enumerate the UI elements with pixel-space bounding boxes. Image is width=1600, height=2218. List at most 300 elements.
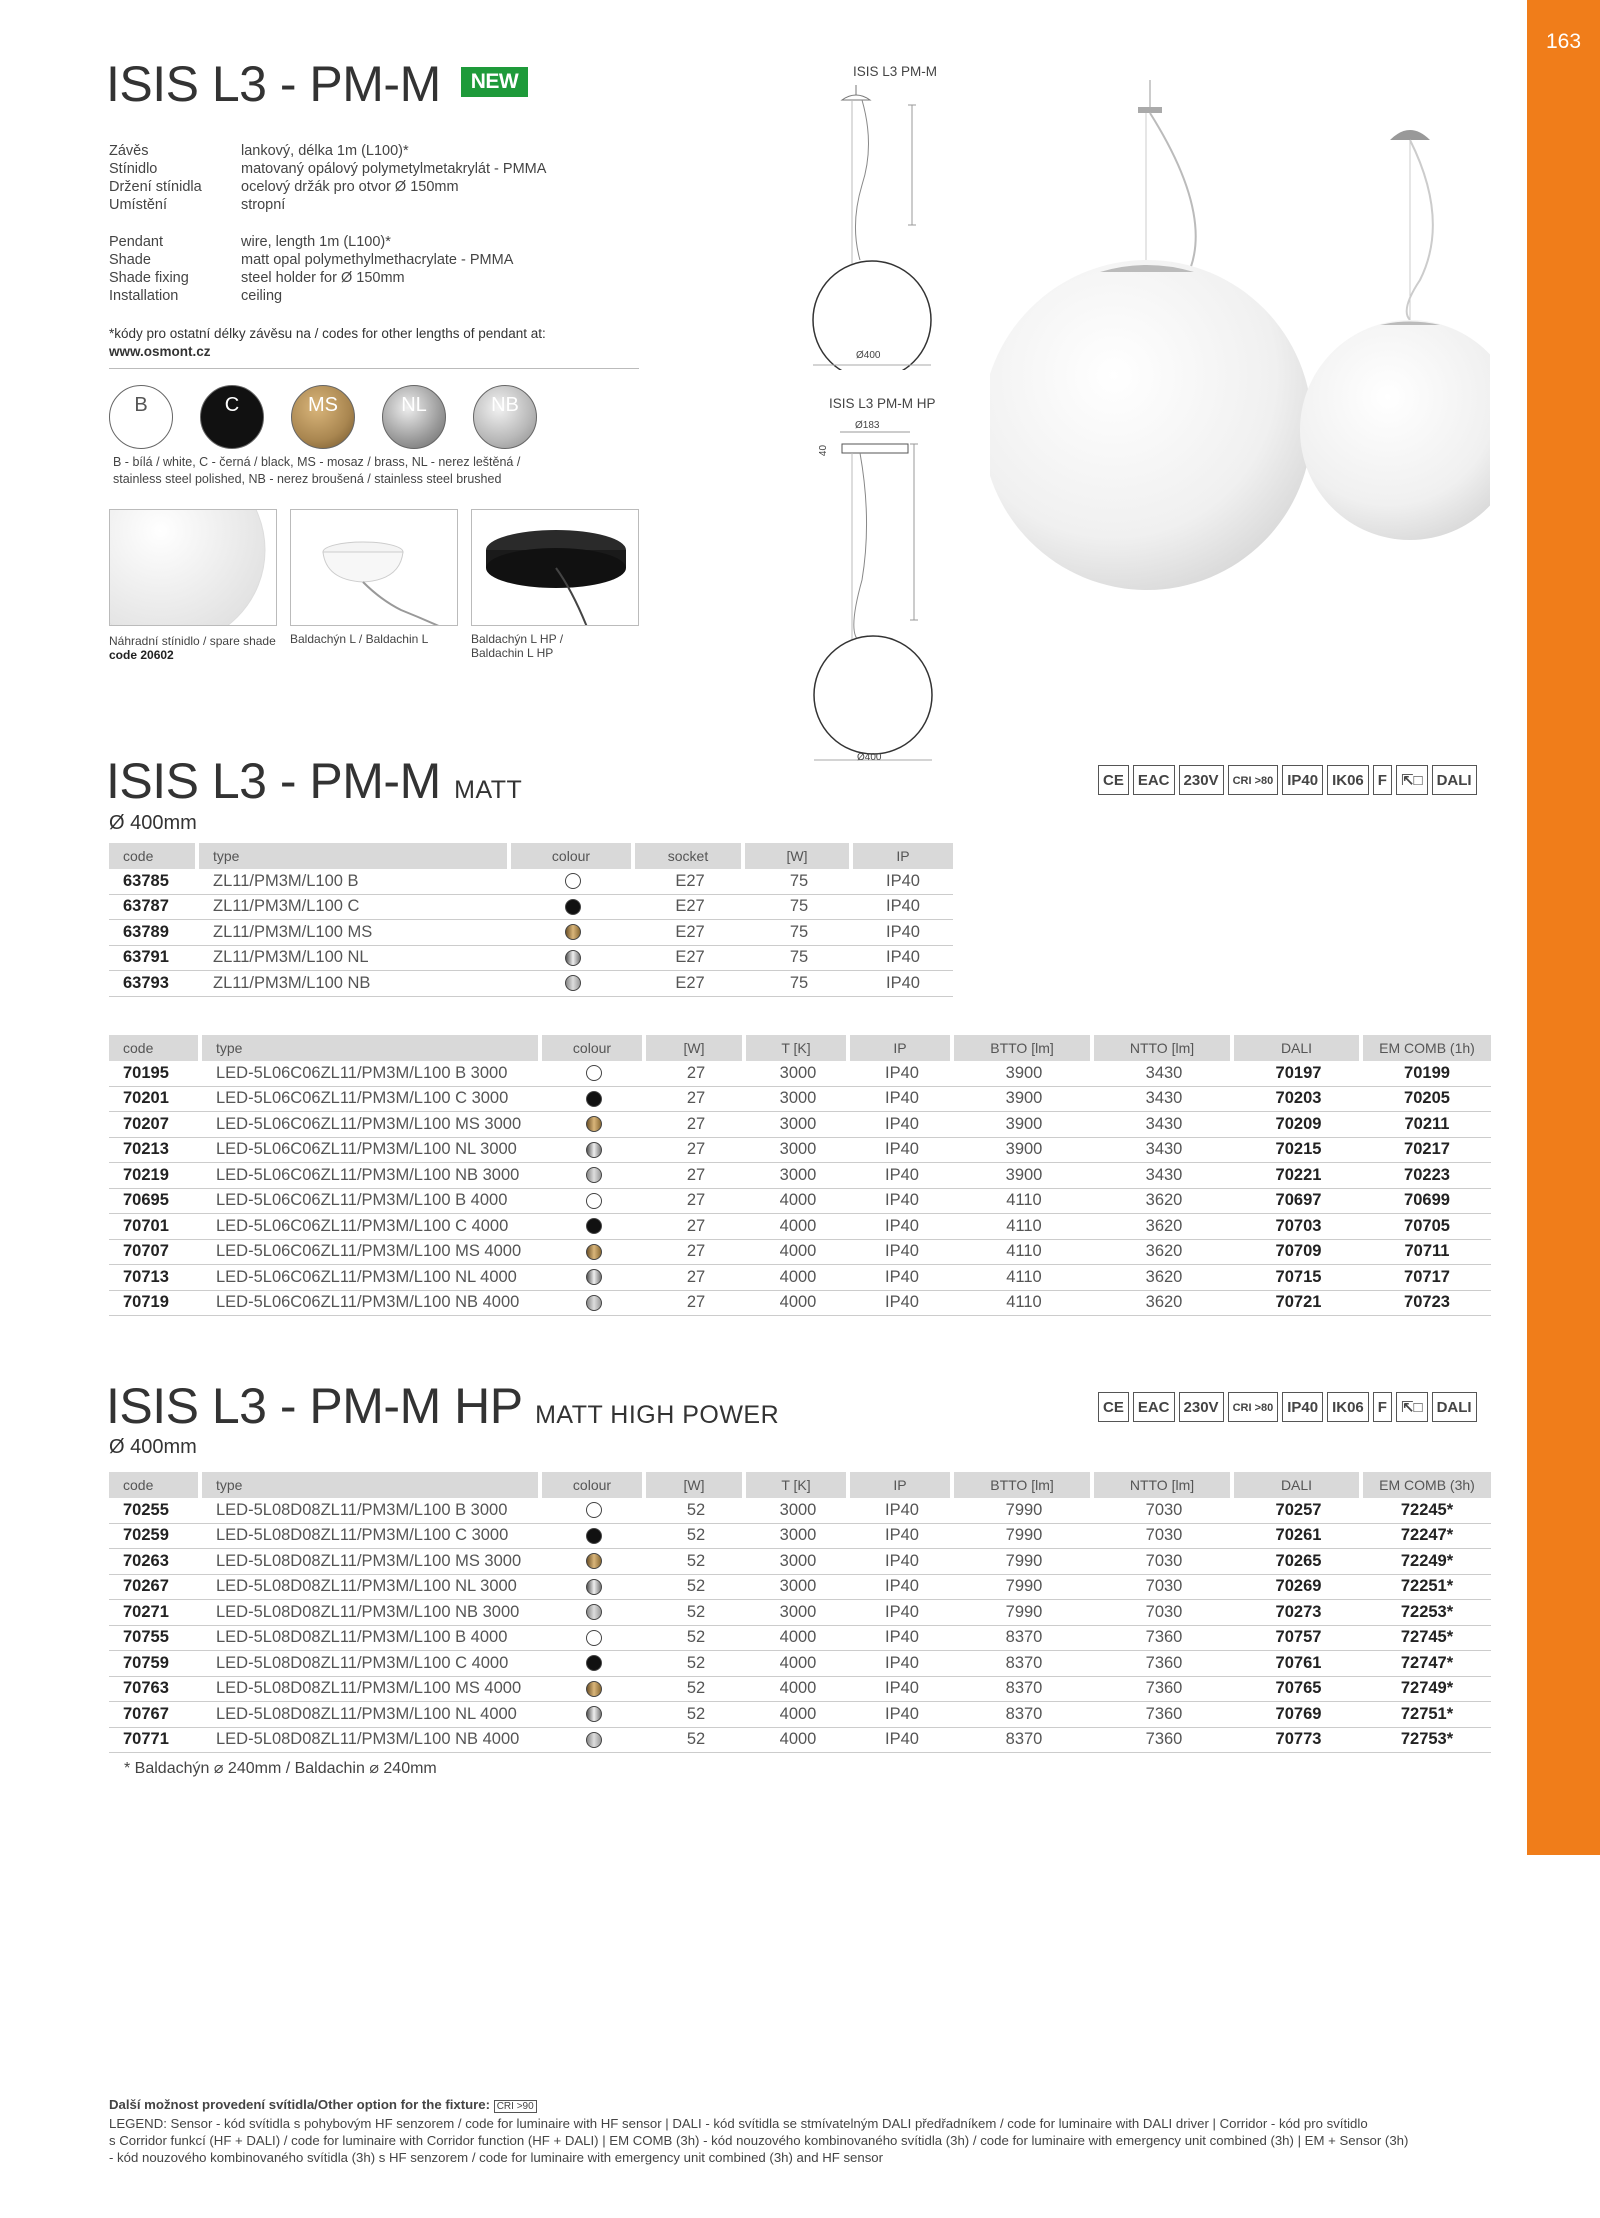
table-cell [542, 1498, 646, 1524]
table-row [109, 946, 953, 972]
colour-dot-icon [565, 873, 581, 889]
cert-icon: 230V [1179, 765, 1224, 795]
column-header: IP [850, 1035, 954, 1061]
colour-dot-icon [565, 975, 581, 991]
swatch-legend-line1: B - bílá / white, C - černá / black, MS - mosaz / brass, NL - nerez leštěná / [113, 455, 521, 469]
table-cell: 70215 [1234, 1138, 1363, 1164]
cert-icons-2 [1098, 1392, 1477, 1422]
column-header: code [109, 1035, 202, 1061]
table-cell: 7990 [954, 1524, 1094, 1550]
table-cell: 7360 [1094, 1651, 1234, 1677]
table-cell: 70719 [109, 1291, 202, 1317]
swatch-legend [113, 454, 520, 488]
table-cell [542, 1549, 646, 1575]
table-row [109, 920, 953, 946]
table-cell: 7360 [1094, 1626, 1234, 1652]
table-row [109, 1214, 1491, 1240]
table-cell: 63789 [109, 920, 199, 946]
table-cell: 7360 [1094, 1728, 1234, 1754]
table-cell: IP40 [850, 1112, 954, 1138]
swatch-code: MS [308, 394, 338, 416]
table-cell: LED-5L08D08ZL11/PM3M/L100 MS 3000 [202, 1549, 542, 1575]
table-cell: IP40 [853, 946, 953, 972]
table-cell: 52 [646, 1600, 746, 1626]
cert-icon: IK06 [1327, 1392, 1369, 1422]
table-cell: 70709 [1234, 1240, 1363, 1266]
table-cell: 70217 [1363, 1138, 1491, 1164]
table-cell: 27 [646, 1214, 746, 1240]
spec-row [109, 233, 629, 251]
table-cell: 70255 [109, 1498, 202, 1524]
drawing2-pendant [800, 430, 940, 770]
table-cell: 70701 [109, 1214, 202, 1240]
table-cell: 3000 [746, 1061, 850, 1087]
section2-title [106, 1377, 779, 1435]
column-header: type [202, 1035, 542, 1061]
table-cell: 72749* [1363, 1677, 1491, 1703]
table-cell: 70713 [109, 1265, 202, 1291]
table-row [109, 971, 953, 997]
table-cell: 3620 [1094, 1291, 1234, 1317]
colour-dot-icon [586, 1244, 602, 1260]
table-cell: 70721 [1234, 1291, 1363, 1317]
table-cell: 70259 [109, 1524, 202, 1550]
table-cell: E27 [635, 920, 745, 946]
table-cell [511, 895, 635, 921]
table-cell [542, 1087, 646, 1113]
table-cell: 3620 [1094, 1240, 1234, 1266]
colour-dot-icon [586, 1142, 602, 1158]
colour-dot-icon [586, 1681, 602, 1697]
colour-dot-icon [586, 1091, 602, 1107]
table-cell: 4000 [746, 1651, 850, 1677]
table-cell: 70197 [1234, 1061, 1363, 1087]
baldachin-l-caption: Baldachýn L / Baldachin L [290, 632, 429, 646]
table-cell: IP40 [850, 1214, 954, 1240]
table-body [109, 1061, 1491, 1316]
table-cell: 70205 [1363, 1087, 1491, 1113]
cert-icon: EAC [1133, 1392, 1175, 1422]
drawing1-label: ISIS L3 PM-M [853, 64, 938, 79]
baldachin-l-hp-caption: Baldachýn L HP / Baldachin L HP [471, 632, 564, 660]
table-cell [542, 1265, 646, 1291]
colour-dot-icon [586, 1269, 602, 1285]
table-cell: IP40 [853, 895, 953, 921]
table-cell: LED-5L08D08ZL11/PM3M/L100 NB 4000 [202, 1728, 542, 1754]
drawing2-dim-height: 40 [818, 444, 830, 457]
table-cell: 3430 [1094, 1163, 1234, 1189]
table-cell [542, 1677, 646, 1703]
section1-title-text: ISIS L3 - PM-M [106, 753, 441, 809]
column-header: type [202, 1472, 542, 1498]
table-cell: 3000 [746, 1163, 850, 1189]
table-cell: 7030 [1094, 1600, 1234, 1626]
table-cell: 70761 [1234, 1651, 1363, 1677]
table-cell [511, 946, 635, 972]
cri90-badge: CRI >90 [494, 2100, 537, 2113]
swatch-nl [382, 385, 446, 449]
table-cell: IP40 [850, 1265, 954, 1291]
table-body [109, 869, 953, 997]
table-cell [542, 1575, 646, 1601]
table-cell: 4110 [954, 1189, 1094, 1215]
table-cell: 7990 [954, 1549, 1094, 1575]
cert-icon: EAC [1133, 765, 1175, 795]
table-row [109, 1112, 1491, 1138]
table-cell: LED-5L08D08ZL11/PM3M/L100 C 3000 [202, 1524, 542, 1550]
swatch-code: B [134, 394, 148, 416]
column-header: T [K] [746, 1035, 850, 1061]
table-body [109, 1498, 1491, 1753]
table-cell: IP40 [853, 869, 953, 895]
colour-dot-icon [586, 1116, 602, 1132]
table-cell: 27 [646, 1189, 746, 1215]
column-header: T [K] [746, 1472, 850, 1498]
product-title-text: ISIS L3 - PM-M [106, 56, 441, 112]
column-header: IP [853, 843, 953, 869]
table-cell: 70705 [1363, 1214, 1491, 1240]
table-cell: 70221 [1234, 1163, 1363, 1189]
table-cell: 63791 [109, 946, 199, 972]
spec-key: Shade [109, 252, 151, 268]
drawing1-dim: Ø400 [856, 350, 881, 361]
table-cell: 7030 [1094, 1498, 1234, 1524]
table-cell: IP40 [850, 1600, 954, 1626]
new-badge: NEW [461, 67, 529, 97]
table-cell: 3430 [1094, 1112, 1234, 1138]
side-tab-label [1541, 1780, 1600, 2040]
table-row [109, 869, 953, 895]
cert-icon: DALI [1432, 765, 1477, 795]
table-row [109, 1265, 1491, 1291]
table-cell: IP40 [850, 1651, 954, 1677]
table-cell: IP40 [850, 1061, 954, 1087]
legend-line2: LEGEND: Sensor - kód svítidla s pohybovým HF senzorem / code for luminaire with HF sensor | DALI - kód svítidla se stmívatelným DALI předřadníkem / code for luminaire with DALI driver | Corridor - kód pro svítidlo [109, 2116, 1368, 2131]
table-cell: 75 [745, 920, 853, 946]
header-row [109, 843, 953, 869]
table-cell: 75 [745, 946, 853, 972]
table-cell: 52 [646, 1549, 746, 1575]
table-cell: E27 [635, 946, 745, 972]
spec-row [109, 196, 629, 214]
colour-dot-icon [586, 1218, 602, 1234]
table-cell: 27 [646, 1061, 746, 1087]
table-cell [542, 1728, 646, 1754]
table-cell: 72745* [1363, 1626, 1491, 1652]
table-cell: 75 [745, 895, 853, 921]
colour-dot-icon [586, 1167, 602, 1183]
table-row [109, 1087, 1491, 1113]
table-cell: 27 [646, 1291, 746, 1317]
table-cell: LED-5L08D08ZL11/PM3M/L100 NB 3000 [202, 1600, 542, 1626]
column-header: [W] [646, 1472, 746, 1498]
table-cell: 3000 [746, 1524, 850, 1550]
table-cell: 70257 [1234, 1498, 1363, 1524]
table-cell: 70759 [109, 1651, 202, 1677]
spare-shade-image [109, 509, 277, 626]
table-cell: LED-5L08D08ZL11/PM3M/L100 B 3000 [202, 1498, 542, 1524]
spec-value: stropní [241, 197, 286, 213]
column-header: code [109, 1472, 202, 1498]
table-cell: 63785 [109, 869, 199, 895]
table-cell: 3000 [746, 1138, 850, 1164]
specs-cz [109, 142, 629, 214]
cert-icons-1 [1098, 765, 1477, 795]
cert-icon: IP40 [1282, 1392, 1323, 1422]
column-header: EM COMB (1h) [1363, 1035, 1491, 1061]
table-cell: 70273 [1234, 1600, 1363, 1626]
swatch-b [109, 385, 173, 449]
colour-dot-icon [586, 1553, 602, 1569]
swatch-code: NB [491, 394, 519, 416]
table-cell: 70269 [1234, 1575, 1363, 1601]
baldachin-footnote: * Baldachýn ⌀ 240mm / Baldachin ⌀ 240mm [124, 1760, 437, 1777]
table-cell [511, 920, 635, 946]
column-header: DALI [1234, 1472, 1363, 1498]
table-cell: LED-5L06C06ZL11/PM3M/L100 C 4000 [202, 1214, 542, 1240]
table-cell [542, 1189, 646, 1215]
table-row [109, 1651, 1491, 1677]
table-cell: 4000 [746, 1240, 850, 1266]
spec-row [109, 287, 629, 305]
table-cell: 3900 [954, 1061, 1094, 1087]
table-cell: IP40 [850, 1677, 954, 1703]
table-cell: 70717 [1363, 1265, 1491, 1291]
table-cell: IP40 [850, 1138, 954, 1164]
cert-icon: IK06 [1327, 765, 1369, 795]
table-row [109, 1728, 1491, 1754]
table-cell: 70757 [1234, 1626, 1363, 1652]
table-row [109, 1498, 1491, 1524]
column-header: [W] [646, 1035, 746, 1061]
table-cell: 7360 [1094, 1702, 1234, 1728]
swatch-legend-line2: stainless steel polished, NB - nerez broušená / stainless steel brushed [113, 472, 502, 486]
table-cell: 27 [646, 1163, 746, 1189]
table-row [109, 1189, 1491, 1215]
table-cell: 3900 [954, 1163, 1094, 1189]
table-cell: 3000 [746, 1549, 850, 1575]
column-header: EM COMB (3h) [1363, 1472, 1491, 1498]
table-cell: 3000 [746, 1600, 850, 1626]
table-cell: 70771 [109, 1728, 202, 1754]
divider [109, 368, 639, 369]
table-cell: 8370 [954, 1626, 1094, 1652]
spare-shade-caption [109, 634, 276, 662]
section1-subtitle: MATT [454, 776, 523, 804]
section2-title-text: ISIS L3 - PM-M HP [106, 1378, 522, 1434]
table-cell [511, 971, 635, 997]
table-cell: 7030 [1094, 1549, 1234, 1575]
table-cell: IP40 [850, 1524, 954, 1550]
table-cell: 70199 [1363, 1061, 1491, 1087]
table-cell: LED-5L06C06ZL11/PM3M/L100 B 4000 [202, 1189, 542, 1215]
table-cell: 4110 [954, 1291, 1094, 1317]
table-cell: 70711 [1363, 1240, 1491, 1266]
table-cell [542, 1600, 646, 1626]
table-cell: 7990 [954, 1600, 1094, 1626]
table-cell [542, 1240, 646, 1266]
table-cell: LED-5L06C06ZL11/PM3M/L100 NL 3000 [202, 1138, 542, 1164]
table-cell: 75 [745, 869, 853, 895]
table-cell: 52 [646, 1677, 746, 1703]
table-cell: 7990 [954, 1575, 1094, 1601]
table-cell: 70699 [1363, 1189, 1491, 1215]
table-row [109, 895, 953, 921]
table-cell: 70209 [1234, 1112, 1363, 1138]
table-cell: 4000 [746, 1265, 850, 1291]
spec-key: Stínidlo [109, 161, 158, 177]
table-cell [542, 1702, 646, 1728]
table-cell: 63793 [109, 971, 199, 997]
column-header: colour [511, 843, 635, 869]
table-cell [542, 1061, 646, 1087]
table-cell: 52 [646, 1575, 746, 1601]
table-cell: 52 [646, 1728, 746, 1754]
table-row [109, 1291, 1491, 1317]
table-cell: 63787 [109, 895, 199, 921]
table-cell: 3900 [954, 1112, 1094, 1138]
table-cell: 8370 [954, 1651, 1094, 1677]
cert-icon: 230V [1179, 1392, 1224, 1422]
cert-icon: CE [1098, 765, 1129, 795]
side-tab-label-line1: PC, PMMA, PE [1559, 1936, 1576, 2040]
table-cell: 70715 [1234, 1265, 1363, 1291]
table-cell: 8370 [954, 1728, 1094, 1754]
table-cell: 3430 [1094, 1087, 1234, 1113]
table-row [109, 1138, 1491, 1164]
table-cell: IP40 [850, 1498, 954, 1524]
table-cell [542, 1626, 646, 1652]
table-cell: 70695 [109, 1189, 202, 1215]
table-cell: 8370 [954, 1677, 1094, 1703]
table-cell: 3000 [746, 1575, 850, 1601]
table-cell: 4110 [954, 1265, 1094, 1291]
table-cell: 70223 [1363, 1163, 1491, 1189]
column-header: colour [542, 1472, 646, 1498]
swatch-c [200, 385, 264, 449]
website-link[interactable]: www.osmont.cz [109, 344, 211, 359]
table-cell: LED-5L06C06ZL11/PM3M/L100 B 3000 [202, 1061, 542, 1087]
spec-row [109, 178, 629, 196]
table-cell: LED-5L06C06ZL11/PM3M/L100 MS 4000 [202, 1240, 542, 1266]
table-high-power [109, 1472, 1491, 1753]
column-header: [W] [745, 843, 853, 869]
colour-dot-icon [565, 899, 581, 915]
colour-dot-icon [586, 1630, 602, 1646]
table-cell: 70697 [1234, 1189, 1363, 1215]
table-cell: 27 [646, 1265, 746, 1291]
table-cell: IP40 [850, 1163, 954, 1189]
table-cell: 72249* [1363, 1549, 1491, 1575]
table-cell: 4000 [746, 1677, 850, 1703]
column-header: BTTO [lm] [954, 1472, 1094, 1498]
spec-row [109, 160, 629, 178]
legend-line1: Další možnost provedení svítidla/Other option for the fixture: [109, 2097, 491, 2112]
table-matt-e27 [109, 843, 953, 997]
table-cell: 7990 [954, 1498, 1094, 1524]
table-row [109, 1240, 1491, 1266]
section1-size: Ø 400mm [109, 812, 197, 834]
cert-icon: CRI >80 [1228, 1392, 1279, 1422]
table-header [109, 1472, 1491, 1498]
table-cell: 4110 [954, 1214, 1094, 1240]
lengths-note-text: *kódy pro ostatní délky závěsu na / codes for other lengths of pendant at: [109, 326, 546, 341]
baldachin-l-image [290, 509, 458, 626]
table-cell: 52 [646, 1702, 746, 1728]
table-cell: 4000 [746, 1728, 850, 1754]
colour-dot-icon [586, 1502, 602, 1518]
product-photo [990, 80, 1490, 600]
table-cell: 72253* [1363, 1600, 1491, 1626]
drawing2-label: ISIS L3 PM-M HP [829, 396, 936, 411]
table-cell: 4000 [746, 1291, 850, 1317]
table-header [109, 1035, 1491, 1061]
drawing1-pendant [800, 85, 940, 370]
spec-row [109, 251, 629, 269]
table-cell: ZL11/PM3M/L100 B [199, 869, 511, 895]
table-cell: LED-5L06C06ZL11/PM3M/L100 NB 3000 [202, 1163, 542, 1189]
swatch-code: C [224, 394, 240, 416]
table-cell: 3900 [954, 1138, 1094, 1164]
table-cell: LED-5L08D08ZL11/PM3M/L100 B 4000 [202, 1626, 542, 1652]
table-cell: 72747* [1363, 1651, 1491, 1677]
cert-icon: F [1373, 765, 1392, 795]
table-cell: 52 [646, 1651, 746, 1677]
table-cell: 3620 [1094, 1189, 1234, 1215]
table-row [109, 1600, 1491, 1626]
spec-key: Umístění [109, 197, 168, 213]
cert-icon: F [1373, 1392, 1392, 1422]
table-cell [542, 1163, 646, 1189]
drawing2-dim: Ø400 [857, 752, 882, 763]
header-row [109, 1472, 1491, 1498]
table-cell: ZL11/PM3M/L100 C [199, 895, 511, 921]
table-row [109, 1524, 1491, 1550]
table-cell: IP40 [850, 1240, 954, 1266]
legend [109, 2096, 1499, 2166]
table-cell [542, 1112, 646, 1138]
spec-value: ceiling [241, 288, 283, 304]
header-row [109, 1035, 1491, 1061]
table-cell: 70211 [1363, 1112, 1491, 1138]
spec-key: Shade fixing [109, 270, 189, 286]
colour-dot-icon [586, 1295, 602, 1311]
spec-row [109, 269, 629, 287]
spec-value: ocelový držák pro otvor Ø 150mm [241, 179, 459, 195]
table-cell: IP40 [850, 1291, 954, 1317]
table-cell: 70203 [1234, 1087, 1363, 1113]
column-header: IP [850, 1472, 954, 1498]
cert-icon: CE [1098, 1392, 1129, 1422]
table-cell: LED-5L06C06ZL11/PM3M/L100 NL 4000 [202, 1265, 542, 1291]
table-cell: E27 [635, 869, 745, 895]
table-cell: LED-5L06C06ZL11/PM3M/L100 NB 4000 [202, 1291, 542, 1317]
section2-size: Ø 400mm [109, 1436, 197, 1458]
table-cell: 4110 [954, 1240, 1094, 1266]
table-cell: 70261 [1234, 1524, 1363, 1550]
colour-dot-icon [586, 1065, 602, 1081]
table-cell [542, 1524, 646, 1550]
column-header: type [199, 843, 511, 869]
table-cell: 27 [646, 1087, 746, 1113]
spec-value: wire, length 1m (L100)* [241, 234, 391, 250]
table-row [109, 1677, 1491, 1703]
table-cell: IP40 [850, 1189, 954, 1215]
table-cell: 72753* [1363, 1728, 1491, 1754]
column-header: NTTO [lm] [1094, 1035, 1234, 1061]
table-row [109, 1163, 1491, 1189]
table-cell: E27 [635, 971, 745, 997]
